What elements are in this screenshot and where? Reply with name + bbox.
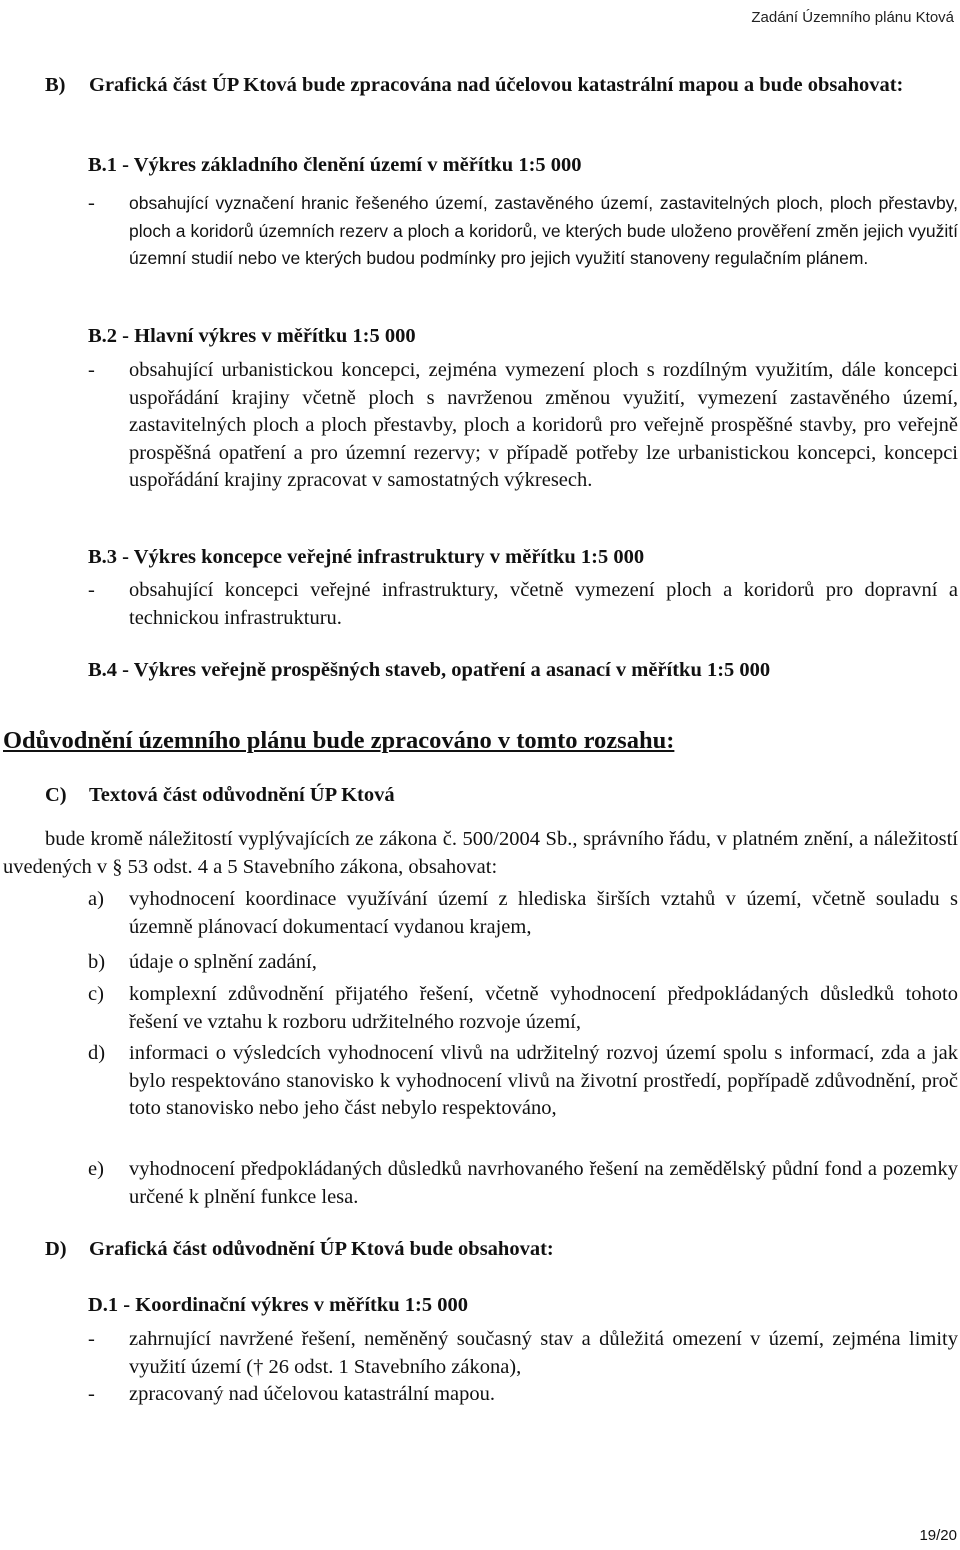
d1-heading: D.1 - Koordinační výkres v měřítku 1:5 000 [88, 1294, 469, 1316]
list-item-text: komplexní zdůvodnění přijatého řešení, včetně vyhodnocení předpokládaných důsledků tohoto řešení ve vztahu k rozboru udržitelného rozvoje území, [129, 983, 958, 1033]
list-item-d [88, 1040, 958, 1123]
section-b-title: Grafická část ÚP Ktová bude zpracována nad účelovou katastrální mapou a bude obsahovat: [89, 74, 904, 96]
d1-bullet-1 [88, 1326, 958, 1381]
list-item-text: vyhodnocení předpokládaných důsledků navrhovaného řešení na zemědělský půdní fond a pozemky určené k plnění funkce lesa. [129, 1158, 958, 1208]
b2-text: obsahující urbanistickou koncepci, zejména vymezení ploch s rozdílným využitím, dále koncepci uspořádání krajiny včetně ploch s navrženou změnou využití, vymezení zastavěného území, zastavitelných ploch a ploch přestavby, ploch a koridorů pro veřejně prospěšné stavby, pro veřejně prospěšná opatření a pro územní rezervy; v případě potřeby lze urbanistickou koncepci, koncepci uspořádání krajiny zpracovat v samostatných výkresech. [129, 359, 958, 491]
d1-text-1: zahrnující navržené řešení, neměněný současný stav a důležitá omezení v území, zejména limity využití území († 26 odst. 1 Stavebního zákona), [129, 1328, 958, 1378]
section-c-title: Textová část odůvodnění ÚP Ktová [89, 784, 395, 806]
section-c-label: C) [45, 784, 67, 806]
b4-heading: B.4 - Výkres veřejně prospěšných staveb, opatření a asanací v měřítku 1:5 000 [88, 659, 771, 681]
section-b-heading [45, 72, 916, 100]
page-number: 19/20 [919, 1527, 957, 1544]
list-marker: b) [88, 951, 106, 973]
bullet-dash: - [88, 192, 95, 214]
document-header: Zadání Územního plánu Ktová [751, 9, 954, 26]
b2-bullet [88, 357, 958, 495]
section-c-heading [45, 782, 916, 810]
list-marker: a) [88, 888, 104, 910]
list-item-text: informaci o výsledcích vyhodnocení vlivů na udržitelný rozvoj území spolu s informací, zda a jak bylo respektováno stanovisko k vyhodnocení vlivů na životní prostředí, popřípadě zdůvodnění, proč toto stanovisko nebo jeho část nebylo respektováno, [129, 1042, 958, 1119]
b3-text: obsahující koncepci veřejné infrastruktury, včetně vymezení ploch a koridorů pro dopravní a technickou infrastrukturu. [129, 579, 958, 629]
bullet-dash: - [88, 359, 95, 381]
b3-bullet [88, 577, 958, 632]
list-marker: d) [88, 1042, 106, 1064]
b1-heading: B.1 - Výkres základního členění území v měřítku 1:5 000 [88, 154, 582, 176]
list-item-a [88, 886, 958, 941]
section-d-label: D) [45, 1238, 67, 1260]
list-item-c [88, 981, 958, 1036]
b1-text: obsahující vyznačení hranic řešeného území, zastavěného území, zastavitelných ploch, ploch přestavby, ploch a koridorů územních rezerv a ploch a koridorů, ve kterých bude uloženo prověření změn jejich využití územní studií nebo ve kterých budou podmínky pro jejich využití stanoveny regulačním plánem. [129, 193, 958, 268]
section-d-heading [45, 1236, 916, 1264]
bullet-dash: - [88, 1328, 95, 1350]
section-d-title: Grafická část odůvodnění ÚP Ktová bude obsahovat: [89, 1238, 554, 1260]
d1-bullet-2 [88, 1381, 958, 1409]
b2-heading: B.2 - Hlavní výkres v měřítku 1:5 000 [88, 325, 416, 347]
list-item-text: vyhodnocení koordinace využívání území z hlediska širších vztahů v území, včetně souladu s územně plánovací dokumentací vydanou krajem, [129, 888, 958, 938]
list-marker: e) [88, 1158, 104, 1180]
bullet-dash: - [88, 1383, 95, 1405]
justification-title: Odůvodnění územního plánu bude zpracováno v tomto rozsahu: [3, 727, 675, 754]
list-marker: c) [88, 983, 104, 1005]
list-item-b [88, 949, 958, 977]
list-item-e [88, 1156, 958, 1211]
d1-text-2: zpracovaný nad účelovou katastrální mapou. [129, 1383, 496, 1405]
bullet-dash: - [88, 579, 95, 601]
section-c-intro: bude kromě náležitostí vyplývajících ze zákona č. 500/2004 Sb., správního řádu, v platném znění, a náležitostí uvedených v § 53 odst. 4 a 5 Stavebního zákona, obsahovat: [3, 828, 958, 878]
b1-bullet [88, 190, 958, 273]
section-b-label: B) [45, 74, 66, 96]
b3-heading: B.3 - Výkres koncepce veřejné infrastruktury v měřítku 1:5 000 [88, 546, 645, 568]
list-item-text: údaje o splnění zadání, [129, 951, 317, 973]
